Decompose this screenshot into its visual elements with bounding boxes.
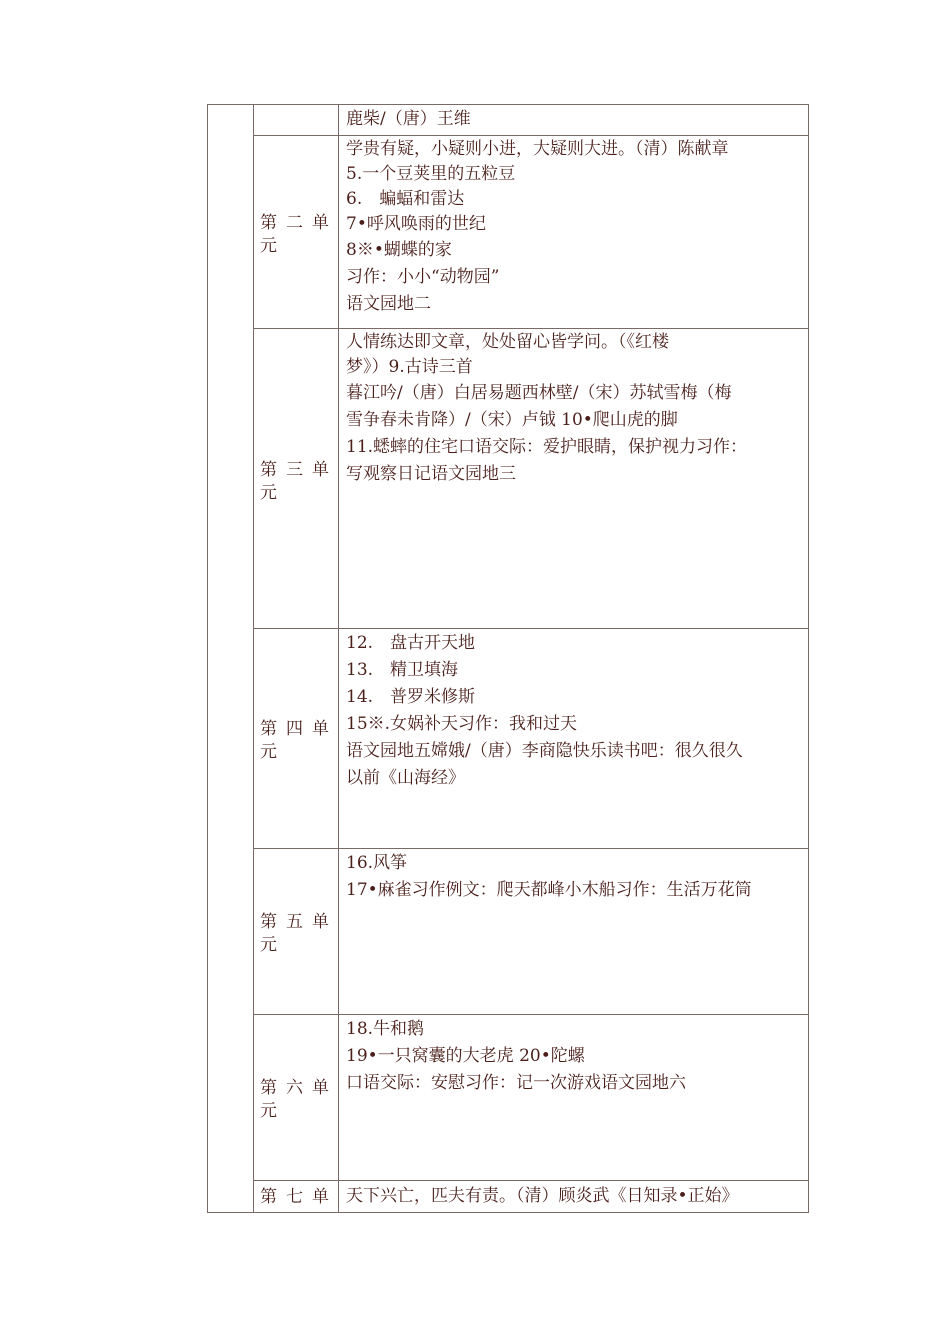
unit-label-line1: 第六单 <box>260 1078 338 1098</box>
lesson-line: 13. 精卫填海 <box>346 660 459 680</box>
lesson-line: 17•麻雀习作例文：爬天都峰小木船习作：生活万花筒 <box>346 880 752 900</box>
lesson-line: 19•一只窝囊的大老虎 20•陀螺 <box>346 1046 585 1066</box>
unit-label-line1: 第三单 <box>260 460 338 480</box>
lesson-line: 5.一个豆荚里的五粒豆 <box>346 164 516 184</box>
lesson-line: 12. 盘古开天地 <box>346 633 476 653</box>
unit-label-line2: 元 <box>260 742 277 762</box>
lesson-line: 口语交际：安慰习作：记一次游戏语文园地六 <box>346 1073 686 1093</box>
lesson-line: 18.牛和鹅 <box>346 1019 425 1039</box>
row-divider-6 <box>253 1180 809 1181</box>
unit-label-line1: 第四单 <box>260 719 338 739</box>
unit-label-line2: 元 <box>260 935 277 955</box>
table-divider-col1 <box>253 104 254 1213</box>
lesson-line: 鹿柴/（唐）王维 <box>346 109 471 129</box>
lesson-line: 14. 普罗米修斯 <box>346 687 476 707</box>
table-border-right <box>808 104 809 1213</box>
lesson-line: 暮江吟/（唐）白居易题西林壁/（宋）苏轼雪梅（梅 <box>346 383 732 403</box>
lesson-line: 6. 蝙蝠和雷达 <box>346 189 465 209</box>
unit-label-6 <box>260 1077 336 1123</box>
unit-label-line1: 第五单 <box>260 912 338 932</box>
lesson-line: 11.蟋蟀的住宅口语交际：爱护眼睛，保护视力习作： <box>346 437 748 457</box>
lesson-cell-unit-3 <box>346 330 802 488</box>
unit-label-7 <box>260 1186 336 1209</box>
lesson-cell-unit-2 <box>346 137 802 318</box>
lesson-cell-unit-6 <box>346 1016 802 1097</box>
lesson-line: 8※•蝴蝶的家 <box>346 240 452 260</box>
lesson-line: 写观察日记语文园地三 <box>346 464 516 484</box>
lesson-cell-row0 <box>346 106 802 133</box>
lesson-line: 学贵有疑，小疑则小进，大疑则大进。（清）陈献章 <box>346 139 729 159</box>
lesson-line: 天下兴亡，匹夫有责。（清）顾炎武《日知录•正始》 <box>346 1186 739 1206</box>
table-border-bottom <box>207 1212 809 1213</box>
unit-label-5 <box>260 911 336 957</box>
unit-label-line2: 元 <box>260 236 277 256</box>
table-border-left <box>207 104 208 1213</box>
unit-label-line1: 第七单 <box>260 1187 338 1207</box>
lesson-line: 习作：小小“动物园” <box>346 267 500 287</box>
lesson-line: 16.风筝 <box>346 853 408 873</box>
lesson-line: 语文园地五嫦娥/（唐）李商隐快乐读书吧：很久很久 <box>346 741 743 761</box>
row-divider-1 <box>253 135 809 136</box>
row-divider-5 <box>253 1014 809 1015</box>
table-divider-col2 <box>338 104 339 1213</box>
unit-label-4 <box>260 718 336 764</box>
lesson-line: 15※.女娲补天习作：我和过天 <box>346 714 578 734</box>
lesson-line: 雪争春未肯降）/（宋）卢钺 10•爬山虎的脚 <box>346 410 678 430</box>
lesson-line: 语文园地二 <box>346 294 431 314</box>
lesson-cell-unit-4 <box>346 630 802 792</box>
unit-label-2 <box>260 212 336 258</box>
lesson-cell-unit-5 <box>346 850 802 904</box>
table-border-top <box>207 104 809 105</box>
lesson-line: 以前《山海经》 <box>346 768 465 788</box>
row-divider-2 <box>253 328 809 329</box>
unit-label-3 <box>260 459 336 505</box>
lesson-line: 人情练达即文章，处处留心皆学问。（《红楼 <box>346 332 669 352</box>
unit-label-line2: 元 <box>260 1101 277 1121</box>
lesson-cell-unit-7 <box>346 1183 802 1210</box>
unit-label-line1: 第二单 <box>260 213 338 233</box>
lesson-line: 7•呼风唤雨的世纪 <box>346 214 486 234</box>
unit-label-line2: 元 <box>260 483 277 503</box>
lesson-line: 梦》）9.古诗三首 <box>346 357 473 377</box>
row-divider-3 <box>253 628 809 629</box>
row-divider-4 <box>253 848 809 849</box>
